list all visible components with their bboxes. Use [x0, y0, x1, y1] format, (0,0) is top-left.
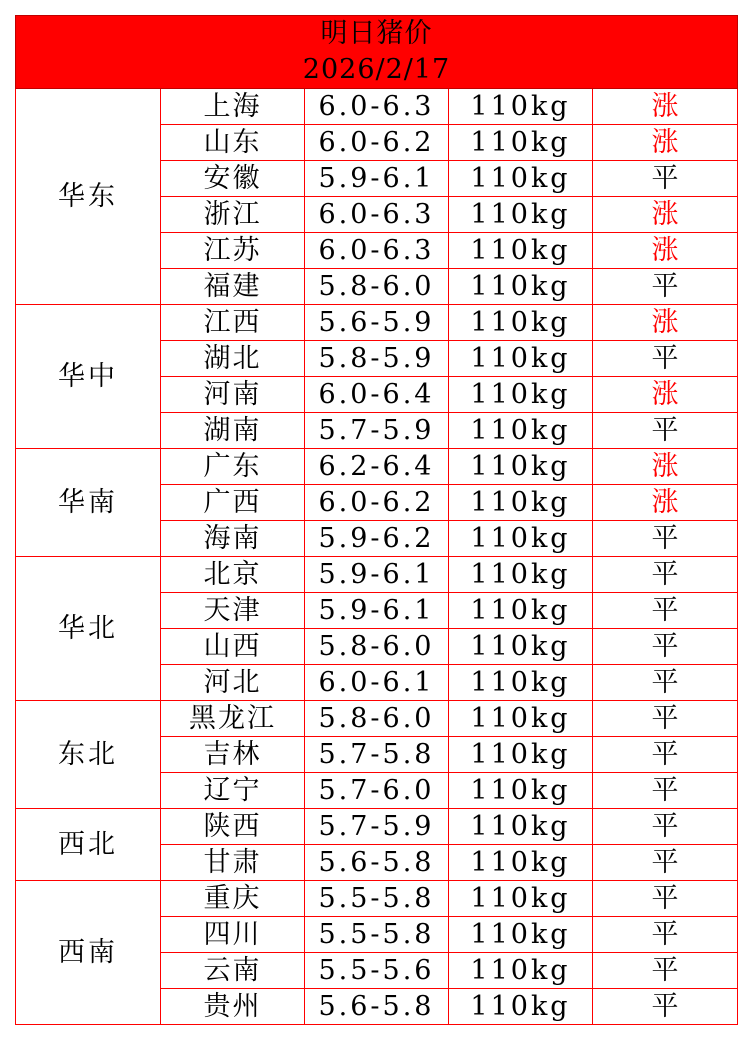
weight-cell: 110kg [449, 665, 593, 701]
weight-cell: 110kg [449, 485, 593, 521]
weight-cell: 110kg [449, 269, 593, 305]
price-range-cell: 5.7-5.9 [305, 413, 449, 449]
table-row [16, 305, 738, 341]
province-cell: 陕西 [161, 809, 305, 845]
table-row [16, 557, 738, 593]
trend-cell: 平 [593, 665, 738, 701]
price-range-cell: 5.8-6.0 [305, 629, 449, 665]
region-cell: 华东 [16, 89, 161, 305]
price-range-cell: 5.8-6.0 [305, 269, 449, 305]
price-range-cell: 5.5-5.8 [305, 917, 449, 953]
weight-cell: 110kg [449, 845, 593, 881]
province-cell: 黑龙江 [161, 701, 305, 737]
pig-price-table [15, 15, 738, 1025]
weight-cell: 110kg [449, 773, 593, 809]
weight-cell: 110kg [449, 557, 593, 593]
table-row [16, 701, 738, 737]
trend-cell: 平 [593, 953, 738, 989]
price-range-cell: 6.0-6.3 [305, 197, 449, 233]
price-range-cell: 5.9-6.1 [305, 161, 449, 197]
price-range-cell: 5.7-5.9 [305, 809, 449, 845]
weight-cell: 110kg [449, 125, 593, 161]
table-row [16, 881, 738, 917]
province-cell: 辽宁 [161, 773, 305, 809]
trend-cell: 平 [593, 341, 738, 377]
province-cell: 山西 [161, 629, 305, 665]
region-cell: 西南 [16, 881, 161, 1025]
table-body [16, 16, 738, 1025]
trend-cell: 涨 [593, 485, 738, 521]
province-cell: 湖北 [161, 341, 305, 377]
province-cell: 河南 [161, 377, 305, 413]
trend-cell: 涨 [593, 125, 738, 161]
weight-cell: 110kg [449, 233, 593, 269]
trend-cell: 平 [593, 629, 738, 665]
price-range-cell: 5.6-5.9 [305, 305, 449, 341]
region-cell: 西北 [16, 809, 161, 881]
province-cell: 安徽 [161, 161, 305, 197]
trend-cell: 平 [593, 413, 738, 449]
trend-cell: 涨 [593, 449, 738, 485]
table-header [16, 16, 738, 89]
province-cell: 浙江 [161, 197, 305, 233]
price-range-cell: 6.0-6.3 [305, 89, 449, 125]
weight-cell: 110kg [449, 161, 593, 197]
trend-cell: 平 [593, 773, 738, 809]
weight-cell: 110kg [449, 701, 593, 737]
weight-cell: 110kg [449, 917, 593, 953]
weight-cell: 110kg [449, 305, 593, 341]
price-range-cell: 5.9-6.1 [305, 593, 449, 629]
price-range-cell: 5.6-5.8 [305, 845, 449, 881]
weight-cell: 110kg [449, 521, 593, 557]
weight-cell: 110kg [449, 413, 593, 449]
date-label: 2026/2/17 [302, 54, 451, 85]
table-row [16, 89, 738, 125]
table-row [16, 809, 738, 845]
page-title: 明日猪价 [320, 18, 433, 49]
price-range-cell: 5.7-5.8 [305, 737, 449, 773]
trend-cell: 平 [593, 557, 738, 593]
trend-cell: 平 [593, 917, 738, 953]
trend-cell: 平 [593, 881, 738, 917]
province-cell: 湖南 [161, 413, 305, 449]
region-cell: 华中 [16, 305, 161, 449]
province-cell: 广东 [161, 449, 305, 485]
trend-cell: 涨 [593, 233, 738, 269]
province-cell: 山东 [161, 125, 305, 161]
price-range-cell: 5.9-6.1 [305, 557, 449, 593]
price-range-cell: 6.0-6.4 [305, 377, 449, 413]
trend-cell: 平 [593, 989, 738, 1025]
trend-cell: 平 [593, 161, 738, 197]
weight-cell: 110kg [449, 377, 593, 413]
weight-cell: 110kg [449, 593, 593, 629]
weight-cell: 110kg [449, 881, 593, 917]
province-cell: 重庆 [161, 881, 305, 917]
trend-cell: 涨 [593, 377, 738, 413]
province-cell: 贵州 [161, 989, 305, 1025]
trend-cell: 平 [593, 845, 738, 881]
region-cell: 华南 [16, 449, 161, 557]
weight-cell: 110kg [449, 89, 593, 125]
province-cell: 云南 [161, 953, 305, 989]
price-range-cell: 6.0-6.1 [305, 665, 449, 701]
weight-cell: 110kg [449, 449, 593, 485]
province-cell: 广西 [161, 485, 305, 521]
weight-cell: 110kg [449, 197, 593, 233]
price-range-cell: 6.0-6.3 [305, 233, 449, 269]
price-range-cell: 5.8-6.0 [305, 701, 449, 737]
weight-cell: 110kg [449, 809, 593, 845]
weight-cell: 110kg [449, 629, 593, 665]
trend-cell: 平 [593, 593, 738, 629]
trend-cell: 平 [593, 737, 738, 773]
price-range-cell: 5.7-6.0 [305, 773, 449, 809]
weight-cell: 110kg [449, 341, 593, 377]
price-range-cell: 5.8-5.9 [305, 341, 449, 377]
province-cell: 四川 [161, 917, 305, 953]
weight-cell: 110kg [449, 989, 593, 1025]
title-row [16, 16, 738, 89]
price-range-cell: 6.0-6.2 [305, 125, 449, 161]
price-range-cell: 5.5-5.8 [305, 881, 449, 917]
province-cell: 江西 [161, 305, 305, 341]
region-cell: 华北 [16, 557, 161, 701]
weight-cell: 110kg [449, 737, 593, 773]
province-cell: 上海 [161, 89, 305, 125]
price-range-cell: 6.0-6.2 [305, 485, 449, 521]
trend-cell: 平 [593, 701, 738, 737]
province-cell: 福建 [161, 269, 305, 305]
province-cell: 海南 [161, 521, 305, 557]
trend-cell: 平 [593, 521, 738, 557]
price-range-cell: 5.6-5.8 [305, 989, 449, 1025]
province-cell: 吉林 [161, 737, 305, 773]
province-cell: 甘肃 [161, 845, 305, 881]
province-cell: 河北 [161, 665, 305, 701]
province-cell: 江苏 [161, 233, 305, 269]
trend-cell: 涨 [593, 305, 738, 341]
province-cell: 北京 [161, 557, 305, 593]
trend-cell: 涨 [593, 197, 738, 233]
weight-cell: 110kg [449, 953, 593, 989]
table-row [16, 449, 738, 485]
price-range-cell: 5.9-6.2 [305, 521, 449, 557]
price-range-cell: 6.2-6.4 [305, 449, 449, 485]
trend-cell: 平 [593, 809, 738, 845]
province-cell: 天津 [161, 593, 305, 629]
trend-cell: 平 [593, 269, 738, 305]
region-cell: 东北 [16, 701, 161, 809]
price-range-cell: 5.5-5.6 [305, 953, 449, 989]
trend-cell: 涨 [593, 89, 738, 125]
